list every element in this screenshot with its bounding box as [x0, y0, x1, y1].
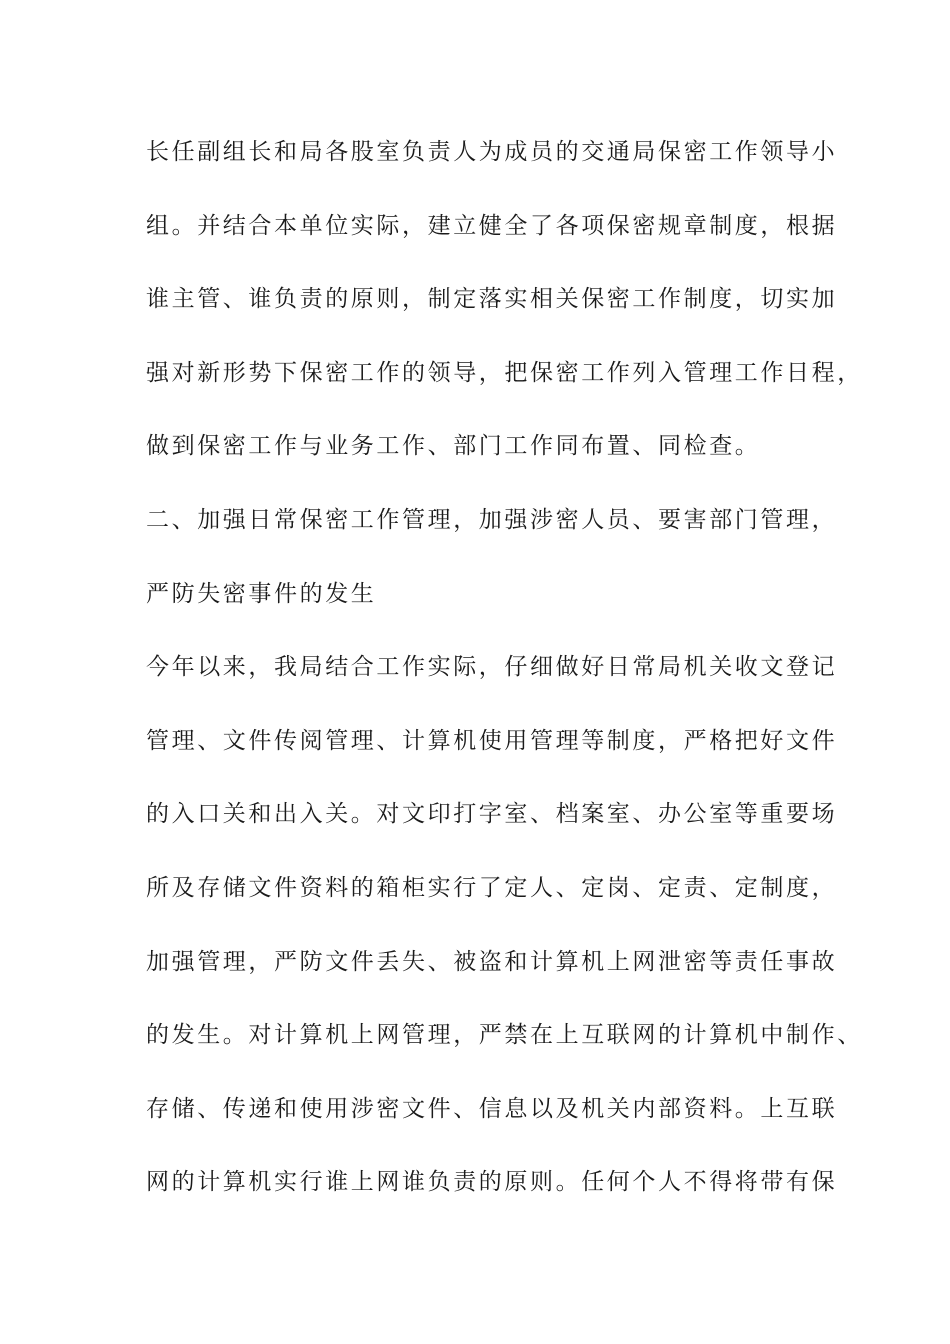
- body-line-9: 管理、文件传阅管理、计算机使用管理等制度，严格把好文件: [146, 727, 838, 754]
- document-body: [146, 126, 863, 1230]
- body-line-4: 强对新形势下保密工作的领导，把保密工作列入管理工作日程，: [146, 359, 863, 386]
- body-line-11: 所及存储文件资料的箱柜实行了定人、定岗、定责、定制度，: [146, 874, 838, 901]
- body-line-13: 的发生。对计算机上网管理，严禁在上互联网的计算机中制作、: [146, 1022, 863, 1049]
- body-line-3: 谁主管、谁负责的原则，制定落实相关保密工作制度，切实加: [146, 286, 838, 313]
- body-line-15: 网的计算机实行谁上网谁负责的原则。任何个人不得将带有保: [146, 1169, 838, 1196]
- body-line-14: 存储、传递和使用涉密文件、信息以及机关内部资料。上互联: [146, 1095, 838, 1122]
- section-heading-line-2: 严防失密事件的发生: [146, 580, 377, 607]
- body-line-5: 做到保密工作与业务工作、部门工作同布置、同检查。: [146, 433, 761, 460]
- body-line-1: 长任副组长和局各股室负责人为成员的交通局保密工作领导小: [146, 139, 838, 165]
- body-line-8: 今年以来，我局结合工作实际，仔细做好日常局机关收文登记: [146, 654, 838, 681]
- body-line-2: 组。并结合本单位实际，建立健全了各项保密规章制度，根据: [146, 212, 838, 239]
- section-heading-line-1: 二、加强日常保密工作管理，加强涉密人员、要害部门管理，: [146, 506, 838, 533]
- body-line-12: 加强管理，严防文件丢失、被盗和计算机上网泄密等责任事故: [146, 948, 838, 975]
- body-line-10: 的入口关和出入关。对文印打字室、档案室、办公室等重要场: [146, 801, 838, 828]
